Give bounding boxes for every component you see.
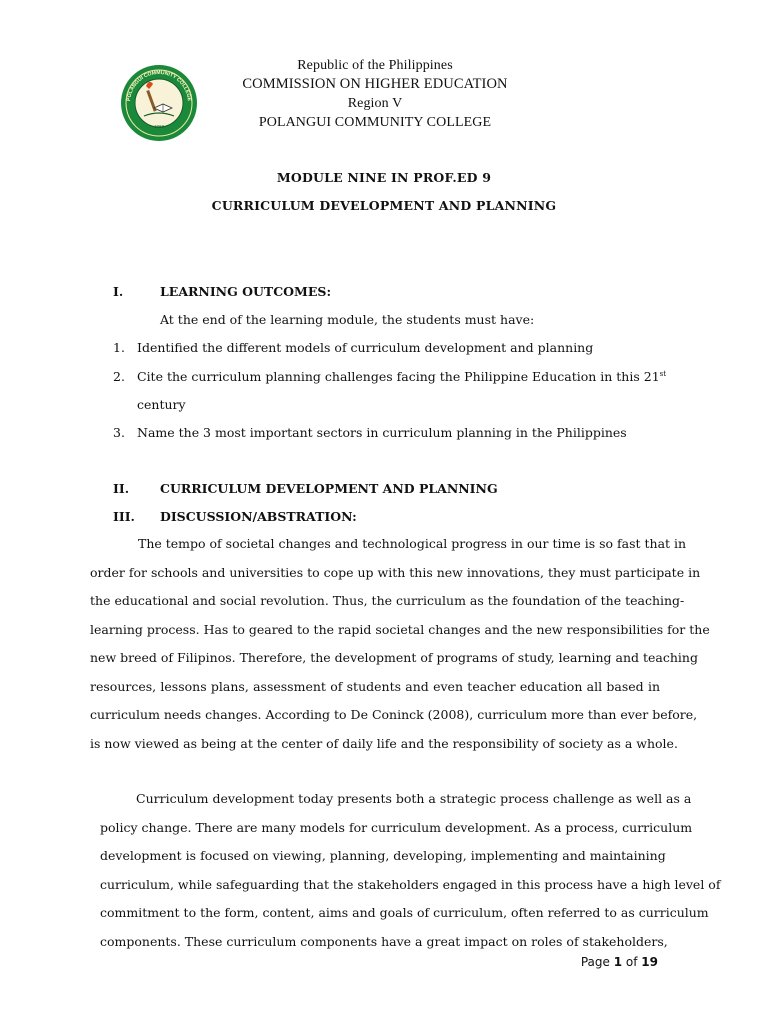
paragraph-2-line: Curriculum development today presents both a strategic process challenge as well as a (136, 791, 692, 806)
paragraph-1-line: resources, lessons plans, assessment of students and even teacher education all based in (90, 678, 660, 694)
module-title: MODULE NINE IN PROF.ED 9 (276, 170, 492, 185)
section-2-heading: CURRICULUM DEVELOPMENT AND PLANNING (160, 481, 498, 496)
paragraph-1-line: order for schools and universities to cope up with this new innovations, they must participate in (90, 564, 701, 580)
letterhead-region: Region V (347, 96, 403, 111)
letterhead-college: POLANGUI COMMUNITY COLLEGE (258, 115, 492, 130)
paragraph-1-line: the educational and social revolution. Thus, the curriculum as the foundation of the teaching- (90, 593, 685, 608)
discussion-paragraph-1 (90, 530, 710, 758)
svg-text:1968: 1968 (153, 124, 165, 129)
paragraph-1-line: is now viewed as being at the center of daily life and the responsibility of society as a whole. (90, 735, 678, 751)
paragraph-2-line: curriculum, while safeguarding that the stakeholders engaged in this process have a high level of (100, 876, 721, 892)
letterhead (200, 56, 550, 132)
paragraph-1-line: new breed of Filipinos. Therefore, the development of programs of study, learning and teaching (90, 650, 698, 665)
college-seal-logo (120, 64, 198, 142)
outcome-3-text: Name the 3 most important sectors in curriculum planning in the Philippines (137, 425, 627, 440)
page-total: 19 (641, 955, 658, 969)
paragraph-1-line: learning process. Has to geared to the rapid societal changes and the new responsibilities for the (90, 621, 710, 637)
page-number (581, 955, 658, 969)
outcome-1-number: 1. (113, 340, 125, 355)
outcome-2-continuation: century (137, 397, 186, 412)
outcome-2-number: 2. (113, 369, 125, 384)
svg-text:POLANGUI COMMUNITY COLLEGE: POLANGUI COMMUNITY COLLEGE (126, 69, 192, 102)
page-of-label: of (625, 955, 638, 969)
section-1-heading: LEARNING OUTCOMES: (160, 284, 332, 299)
paragraph-2-line: commitment to the form, content, aims and goals of curriculum, often referred to as curriculum (100, 905, 709, 920)
outcome-2-superscript: st (659, 370, 667, 378)
letterhead-republic: Republic of the Philippines (297, 58, 453, 73)
section-1-numeral: I. (113, 284, 124, 299)
discussion-paragraph-2 (100, 785, 721, 956)
section-3-heading: DISCUSSION/ABSTRATION: (160, 509, 357, 524)
paragraph-2-line: development is focused on viewing, planning, developing, implementing and maintaining (100, 848, 666, 863)
letterhead-commission: COMMISSION ON HIGHER EDUCATION (242, 76, 508, 92)
section-3-numeral: III. (113, 509, 135, 524)
paragraph-1-line: The tempo of societal changes and technological progress in our time is so fast that in (138, 536, 687, 551)
page-current: 1 (613, 955, 623, 969)
paragraph-1-line: curriculum needs changes. According to De Coninck (2008), curriculum more than ever before, (90, 707, 698, 722)
paragraph-2-line: policy change. There are many models for curriculum development. As a process, curriculum (100, 819, 693, 835)
section-2-numeral: II. (113, 481, 130, 496)
page-label: Page (580, 955, 610, 969)
outcome-2-text: Cite the curriculum planning challenges facing the Philippine Education in this 21st (137, 369, 667, 384)
outcome-3-number: 3. (113, 425, 125, 440)
paragraph-2-line: components. These curriculum components have a great impact on roles of stakeholders, (100, 933, 668, 949)
module-subtitle: CURRICULUM DEVELOPMENT AND PLANNING (211, 198, 557, 213)
outcome-1-text: Identified the different models of curriculum development and planning (137, 340, 594, 355)
learning-outcomes-intro: At the end of the learning module, the students must have: (160, 312, 535, 327)
